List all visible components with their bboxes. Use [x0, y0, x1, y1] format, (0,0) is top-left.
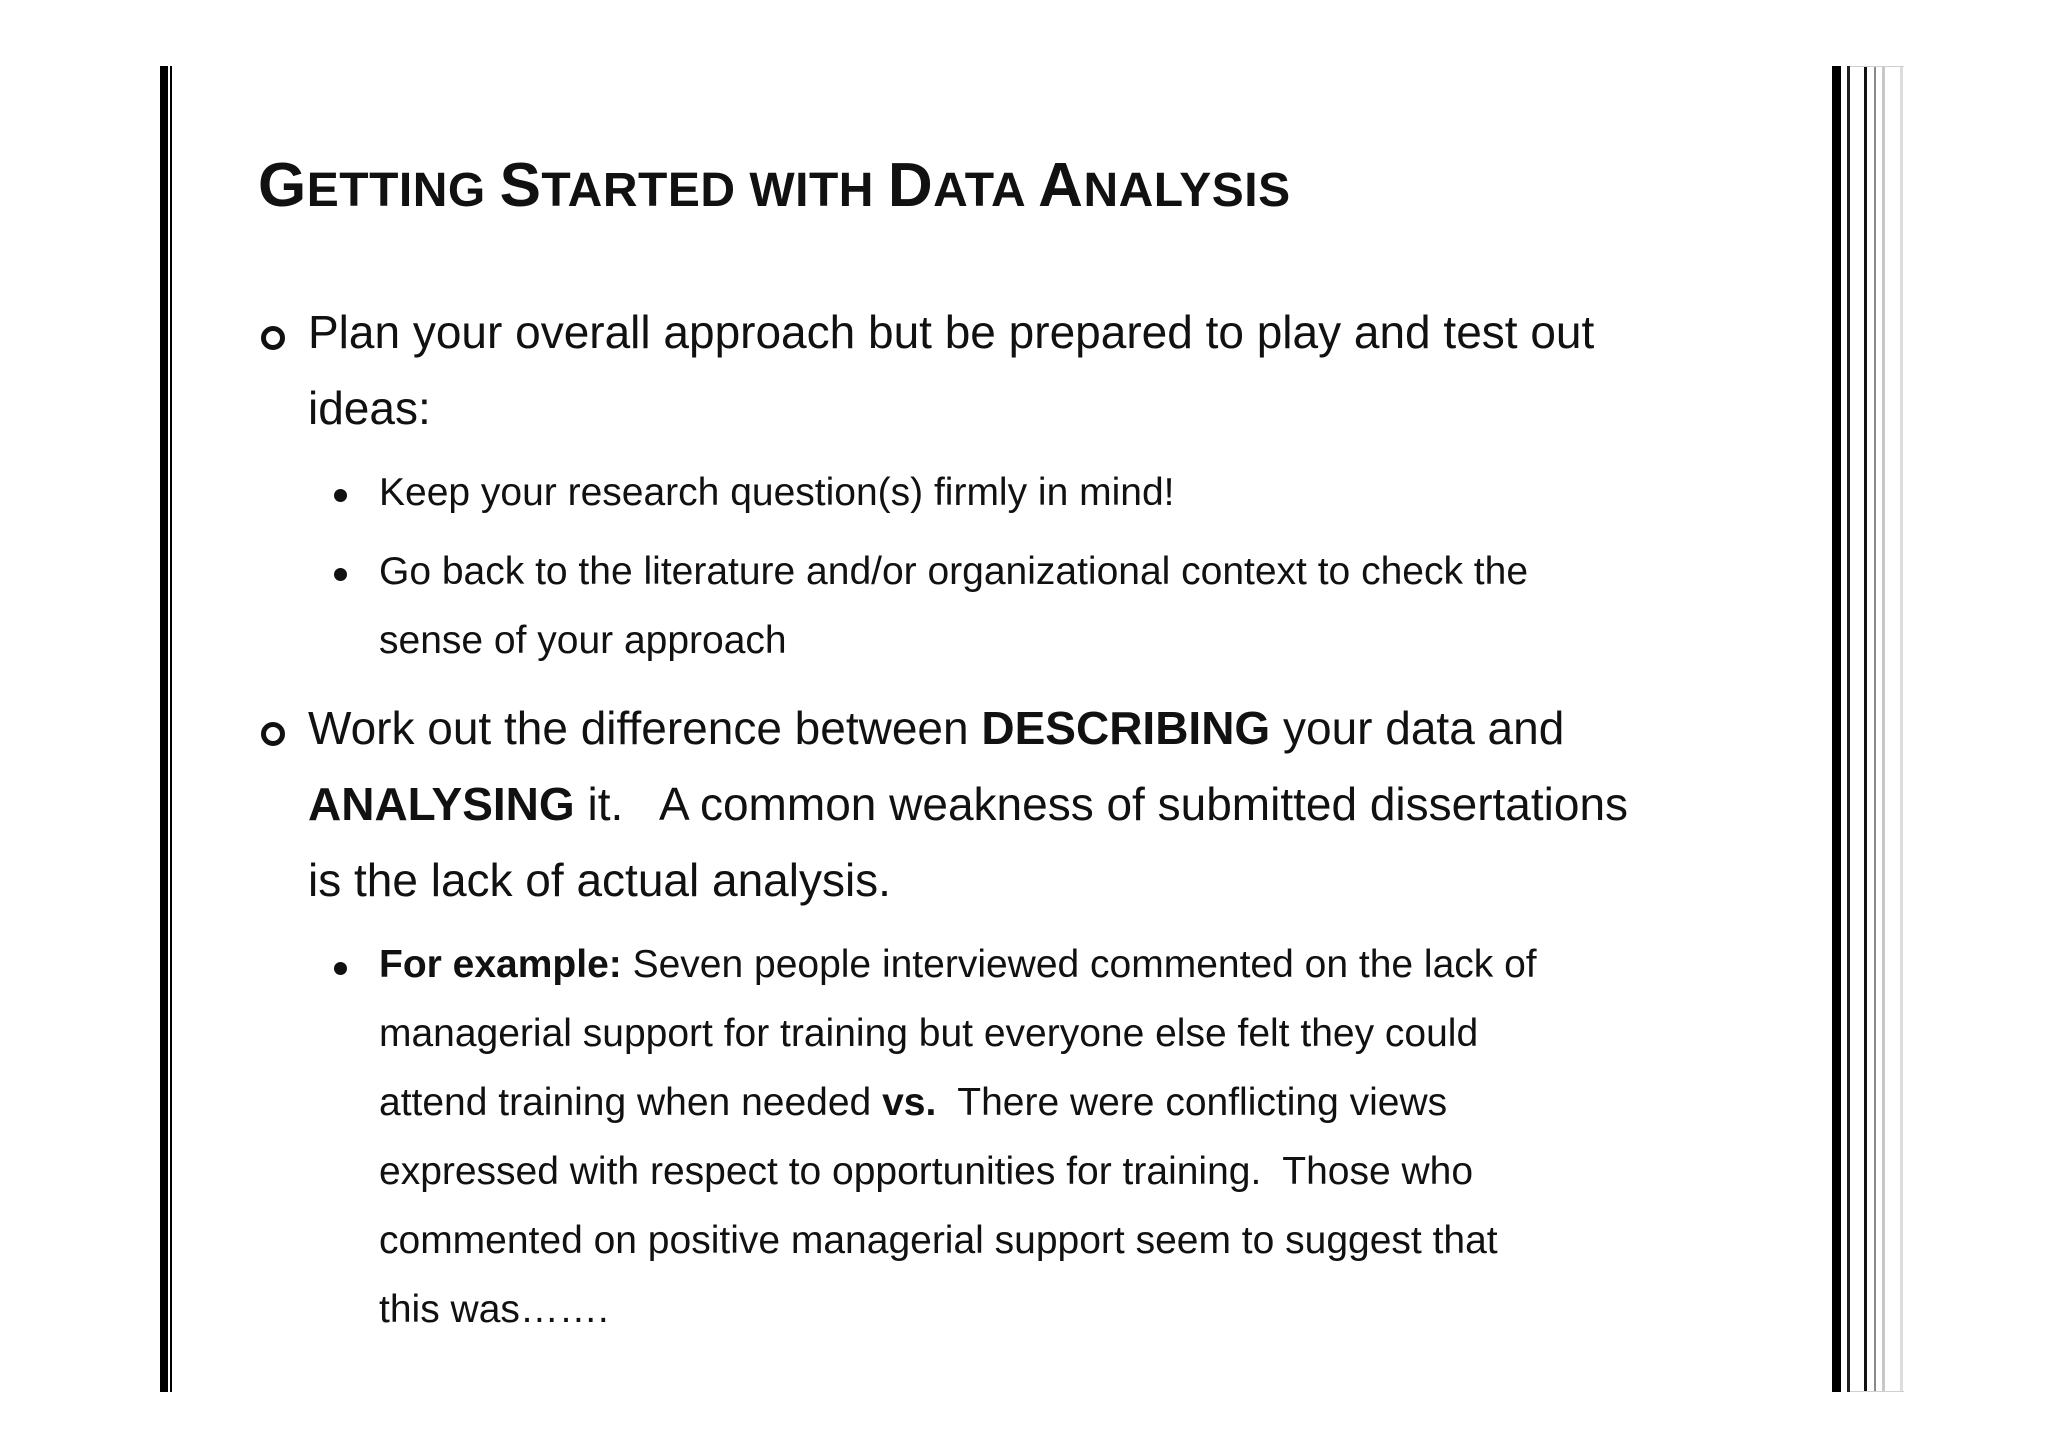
bullet-text: ideas: [308, 382, 431, 434]
title-text: TARTED WITH [541, 164, 888, 217]
sub-bullet-text: Keep your research question(s) firmly in mind! [379, 471, 1175, 514]
sub-bullet-text [379, 1081, 1447, 1125]
bullet-text-emphasis: vs. [882, 1081, 937, 1124]
title-text: NALYSIS [1083, 164, 1291, 217]
example-label: For example: [379, 943, 622, 986]
sub-bullet-text: Go back to the literature and/or organizational context to check the [379, 550, 1529, 593]
right-border-line [1874, 66, 1876, 1392]
title-text: S [499, 151, 542, 220]
right-border-line [1847, 66, 1850, 1392]
bullet-text-segment: Work out the difference between [308, 702, 982, 754]
ring-bullet-icon [261, 326, 285, 350]
right-border-hairline [1850, 66, 1904, 67]
dot-bullet-icon [334, 962, 347, 975]
right-border-line [1864, 66, 1867, 1392]
ring-bullet-icon [261, 722, 285, 746]
left-border-line [170, 66, 172, 1392]
right-border-line [1882, 66, 1885, 1392]
sub-bullet-text: this was……. [379, 1288, 609, 1331]
title-text: ATA [933, 164, 1039, 217]
sub-bullet-text: sense of your approach [379, 619, 787, 662]
right-border-line [1900, 66, 1903, 1392]
sub-bullet-text [379, 943, 1537, 987]
bullet-text-segment: your data and [1270, 702, 1565, 754]
title-text: D [887, 151, 934, 220]
sub-bullet-text-segment: attend training when needed [379, 1081, 883, 1124]
bullet-text [308, 701, 1564, 755]
bullet-text [308, 777, 1628, 831]
sub-bullet-text: expressed with respect to opportunities for training. Those who [379, 1150, 1474, 1193]
right-border-hairline [1850, 1391, 1904, 1392]
title-text: A [1038, 151, 1084, 220]
title-text: G [258, 151, 307, 220]
sub-bullet-text: commented on positive managerial support seem to suggest that [379, 1219, 1498, 1262]
bullet-text-segment: it. A common weakness of submitted dissertations [574, 778, 1629, 830]
left-border-bar [160, 66, 168, 1392]
slide-title [258, 150, 1291, 221]
sub-bullet-text-segment: There were conflicting views [936, 1081, 1448, 1124]
title-text: ETTING [306, 164, 500, 217]
sub-bullet-text: managerial support for training but everyone else felt they could [379, 1012, 1479, 1055]
bullet-text: is the lack of actual analysis. [308, 854, 891, 906]
bullet-text-emphasis: DESCRIBING [981, 702, 1271, 754]
bullet-text: Plan your overall approach but be prepared to play and test out [308, 306, 1595, 358]
dot-bullet-icon [334, 489, 347, 502]
right-border-bar [1832, 66, 1841, 1392]
dot-bullet-icon [334, 568, 347, 581]
sub-bullet-text-segment: Seven people interviewed commented on the lack of [621, 943, 1537, 986]
bullet-text-emphasis: ANALYSING [308, 778, 575, 830]
